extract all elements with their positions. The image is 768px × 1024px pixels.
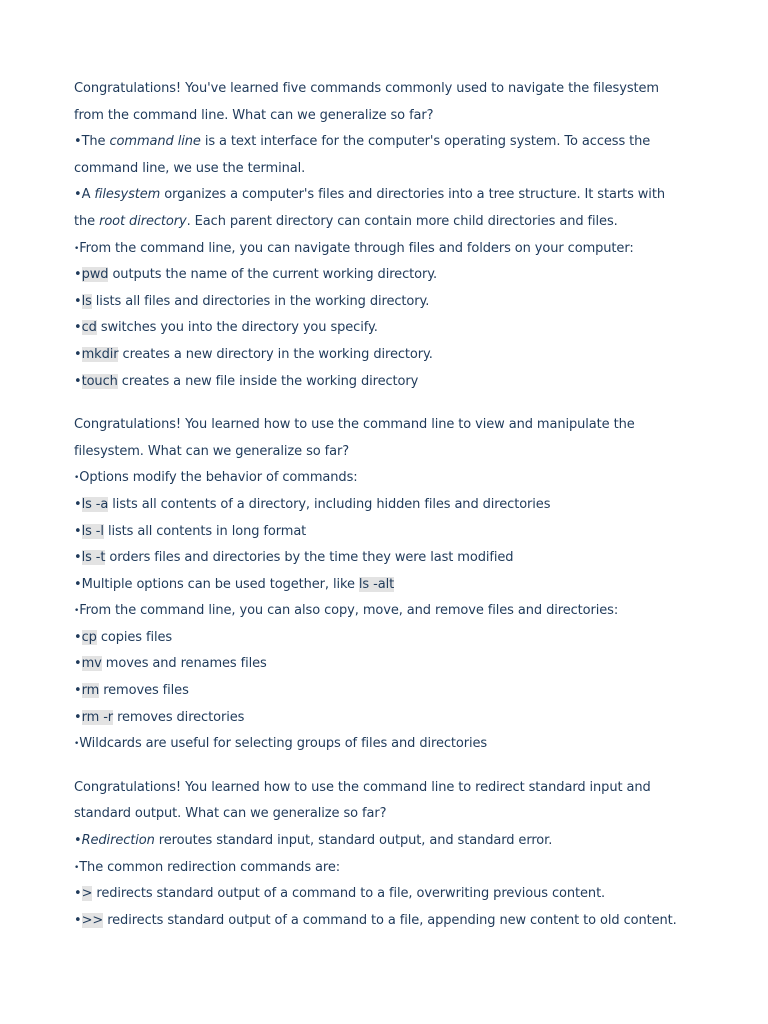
list-item [74,705,714,732]
text-run: redirects standard output of a command to a file, overwriting previous content. [92,886,606,902]
text-run: creates a new directory in the working directory. [118,346,433,362]
copy-heading [74,598,714,625]
code-span: >> [81,912,104,928]
wildcards-line [74,731,714,758]
command-line-paragraph [74,129,714,156]
text-run: organizes a computer's files and directories into a tree structure. It starts with [160,187,665,203]
code-span: rm -r [81,709,114,725]
text-run: From the command line, you can navigate through files and folders on your computer: [79,240,634,256]
text-run: switches you into the directory you specify. [96,320,378,336]
text-run: outputs the name of the current working directory. [108,267,437,283]
bullet: • [74,739,80,750]
bullet: • [74,134,82,150]
list-item [74,651,714,678]
list-item [74,492,714,519]
section2-intro-line1: Congratulations! You learned how to use the command line to view and manipulate the [74,417,635,433]
code-span: rm [81,683,100,699]
list-item [74,572,714,599]
text-run: copies files [96,629,173,645]
code-span: mv [81,656,102,672]
list-item [74,289,714,316]
command-line-paragraph-line2: command line, we use the terminal. [74,160,306,176]
bullet: • [74,833,82,849]
text-run: redirects standard output of a command to a file, appending new content to old content. [103,912,677,928]
text-run: A [81,187,95,203]
bullet: • [74,320,82,336]
document-page [74,76,714,934]
code-span: ls -t [81,550,106,566]
bullet: • [74,606,80,617]
bullet: • [74,683,82,699]
list-item [74,369,714,396]
list-item [74,678,714,705]
bullet: • [74,187,82,203]
code-span: mkdir [81,346,119,362]
bullet: • [74,629,82,645]
bullet: • [74,243,80,254]
text-run: removes files [99,683,189,699]
bullet: • [74,496,82,512]
text-run: lists all contents of a directory, including hidden files and directories [108,496,551,512]
code-span: cp [81,629,97,645]
bullet: • [74,293,82,309]
section-gap [74,758,714,775]
list-item [74,262,714,289]
section3-intro-line2: standard output. What can we generalize so far? [74,806,387,822]
code-span: pwd [81,267,109,283]
bullet: • [74,550,82,566]
filesystem-paragraph [74,182,714,209]
text-run: lists all files and directories in the working directory. [91,293,430,309]
emphasis-term: filesystem [94,187,161,203]
bullet: • [74,656,82,672]
list-item [74,519,714,546]
code-span: ls -l [81,523,104,539]
bullet: • [74,523,82,539]
bullet: • [74,473,80,484]
bullet: • [74,709,82,725]
text-run: Wildcards are useful for selecting groups of files and directories [79,736,488,752]
bullet: • [74,886,82,902]
code-span: cd [81,320,97,336]
text-run: From the command line, you can also copy, move, and remove files and directories: [79,603,619,619]
list-item [74,342,714,369]
list-item [74,545,714,572]
text-run: creates a new file inside the working directory [117,373,419,389]
bullet: • [74,912,82,928]
common-redirection-heading [74,855,714,882]
code-span: ls -a [81,496,109,512]
code-span: ls -alt [358,576,395,592]
bullet: • [74,862,80,873]
filesystem-paragraph-line2 [74,209,714,236]
text-run: reroutes standard input, standard output, and standard error. [154,833,553,849]
text-run: The common redirection commands are: [79,859,341,875]
redirection-paragraph [74,828,714,855]
section3-intro-line1: Congratulations! You learned how to use the command line to redirect standard input and [74,779,651,795]
section1-intro-line2: from the command line. What can we generalize so far? [74,107,434,123]
text-run: removes directories [113,709,245,725]
bullet: • [74,346,82,362]
emphasis-term: Redirection [81,833,155,849]
list-item [74,908,714,935]
navigate-heading [74,236,714,263]
text-run: lists all contents in long format [103,523,307,539]
code-span: > [81,886,93,902]
bullet: • [74,267,82,283]
bullet: • [74,576,82,592]
text-run: Options modify the behavior of commands: [79,470,358,486]
emphasis-term: root directory [99,213,187,229]
code-span: ls [81,293,92,309]
text-run: moves and renames files [101,656,267,672]
text-run: the [74,213,100,229]
bullet: • [74,373,82,389]
text-run: is a text interface for the computer's operating system. To access the [200,134,651,150]
list-item [74,881,714,908]
section-gap [74,395,714,412]
code-span: touch [81,373,118,389]
options-heading [74,465,714,492]
list-item [74,315,714,342]
section1-intro-line1: Congratulations! You've learned five commands commonly used to navigate the filesystem [74,81,659,96]
list-item [74,625,714,652]
section2-intro-line2: filesystem. What can we generalize so far? [74,443,350,459]
emphasis-term: command line [109,134,201,150]
text-run: orders files and directories by the time they were last modified [105,550,514,566]
text-run: The [81,134,110,150]
text-run: Multiple options can be used together, like [81,576,359,592]
text-run: . Each parent directory can contain more child directories and files. [186,213,618,229]
